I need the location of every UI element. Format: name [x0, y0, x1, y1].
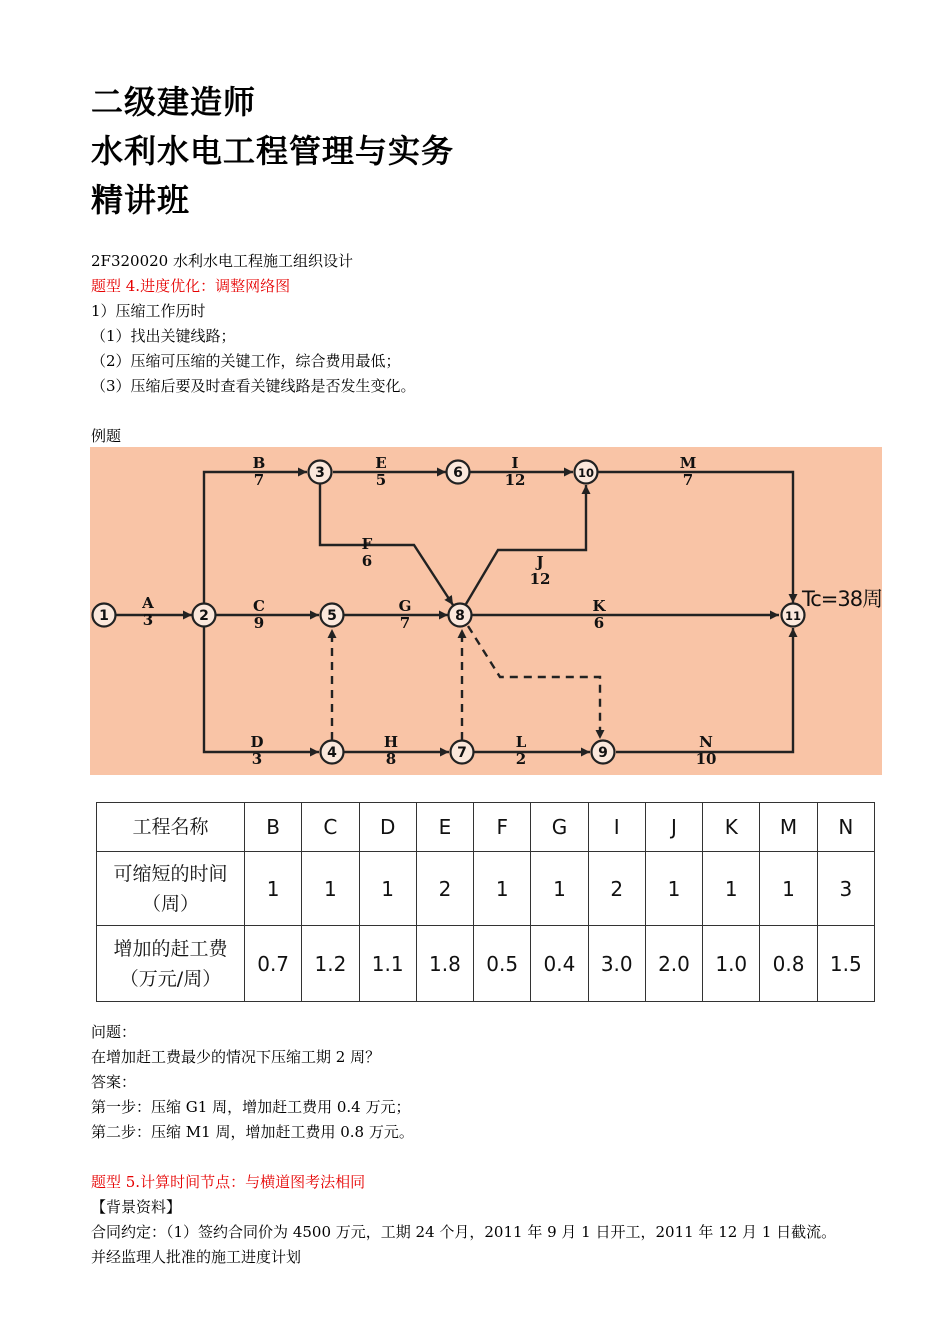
question-text: 在增加赶工费最少的情况下压缩工期 2 周？ [91, 1048, 381, 1066]
table-header-cell: N [817, 803, 874, 852]
row-label-line: 增加的赶工费 [113, 937, 228, 960]
activity-duration-label: 12 [504, 471, 526, 489]
activity-duration-label: 12 [529, 570, 551, 588]
table-header-cell: G [531, 803, 588, 852]
network-node [321, 741, 344, 764]
step-heading: 1）压缩工作历时 [91, 302, 206, 320]
activity-duration-label: 7 [682, 471, 694, 489]
svg-text:2: 2 [199, 608, 209, 624]
table-cell: 1 [531, 852, 588, 926]
activity-name-label: H [383, 733, 399, 751]
answer-label: 答案： [91, 1073, 137, 1091]
table-cell: 1.0 [703, 926, 760, 1002]
step-item-1: （1）找出关键线路； [91, 327, 236, 345]
table-header-cell: K [703, 803, 760, 852]
contract-text: 合同约定：（1）签约合同价为 4500 万元，工期 24 个月，2011 年 9 月 1 日开工，2011 年 12 月 1 日截流。 [91, 1223, 837, 1241]
table-header-cell: F [474, 803, 531, 852]
svg-text:7: 7 [457, 745, 467, 761]
activity-duration-label: 3 [142, 611, 154, 629]
activity-duration-label: 2 [515, 750, 527, 768]
section-code: 2F320020 水利水电工程施工组织设计 [91, 252, 353, 270]
table-row [97, 852, 875, 926]
table-cell: 2.0 [645, 926, 702, 1002]
background-heading: 【背景资料】 [91, 1198, 182, 1216]
table-header-cell: I [588, 803, 645, 852]
cost-table [96, 802, 875, 1002]
title-line-2: 水利水电工程管理与实务 [91, 132, 455, 170]
table-cell: 3 [817, 852, 874, 926]
row-label-line: 可缩短的时间 [113, 862, 228, 885]
svg-text:5: 5 [327, 608, 337, 624]
table-header-cell: B [245, 803, 302, 852]
table-cell: 1 [302, 852, 359, 926]
svg-text:10: 10 [577, 466, 595, 480]
activity-name-label: E [375, 454, 387, 472]
table-cell: 2 [588, 852, 645, 926]
network-node [93, 604, 116, 627]
tc-label: Tc=38周 [802, 587, 882, 611]
network-diagram [90, 447, 882, 775]
question-label: 问题： [91, 1023, 137, 1041]
activity-name-label: A [142, 594, 154, 612]
svg-text:3: 3 [315, 465, 325, 481]
network-node [449, 604, 472, 627]
activity-duration-label: 8 [385, 750, 397, 768]
table-header-cell: J [645, 803, 702, 852]
answer-step-2: 第二步：压缩 M1 周，增加赶工费用 0.8 万元。 [91, 1123, 414, 1141]
edge-j [466, 485, 586, 604]
svg-text:9: 9 [598, 745, 608, 761]
dummy-8-9 [468, 626, 600, 739]
activity-duration-label: 7 [253, 471, 265, 489]
table-row [97, 926, 875, 1002]
activity-name-label: J [536, 553, 544, 571]
activity-duration-label: 5 [375, 471, 387, 489]
topic-5-heading: 题型 5.计算时间节点：与横道图考法相同 [91, 1173, 366, 1191]
svg-text:6: 6 [453, 465, 463, 481]
table-cell: 3.0 [588, 926, 645, 1002]
row-label [97, 852, 245, 926]
activity-duration-label: 6 [593, 614, 605, 632]
table-cell: 1.8 [416, 926, 473, 1002]
table-cell: 1 [245, 852, 302, 926]
table-header-cell: D [359, 803, 416, 852]
network-node [451, 741, 474, 764]
table-header-cell: M [760, 803, 817, 852]
answer-step-1: 第一步：压缩 G1 周，增加赶工费用 0.4 万元； [91, 1098, 411, 1116]
network-node [447, 461, 470, 484]
activity-duration-label: 10 [695, 750, 717, 768]
table-cell: 1 [703, 852, 760, 926]
activity-name-label: G [398, 597, 412, 615]
table-cell: 0.5 [474, 926, 531, 1002]
activity-name-label: K [592, 597, 606, 615]
activity-name-label: N [699, 733, 713, 751]
activity-name-label: I [511, 454, 519, 472]
activity-duration-label: 3 [251, 750, 263, 768]
activity-name-label: D [250, 733, 264, 751]
activity-name-label: B [252, 454, 266, 472]
topic-4-heading: 题型 4.进度优化：调整网络图 [91, 277, 291, 295]
title-line-1: 二级建造师 [91, 83, 257, 121]
table-header-cell: E [416, 803, 473, 852]
row-label-line: （万元/周） [119, 967, 222, 990]
table-cell: 0.4 [531, 926, 588, 1002]
svg-text:1: 1 [99, 608, 109, 624]
network-node [193, 604, 216, 627]
title-line-3: 精讲班 [91, 181, 191, 219]
table-header-cell: 工程名称 [97, 803, 245, 852]
network-node [592, 741, 615, 764]
svg-text:8: 8 [455, 608, 465, 624]
edge-m [598, 472, 793, 603]
plan-text: 并经监理人批准的施工进度计划 [91, 1248, 302, 1266]
svg-text:4: 4 [327, 745, 337, 761]
table-cell: 1.1 [359, 926, 416, 1002]
activity-name-label: L [515, 733, 527, 751]
table-cell: 2 [416, 852, 473, 926]
step-item-3: （3）压缩后要及时查看关键线路是否发生变化。 [91, 377, 416, 395]
table-header-cell: C [302, 803, 359, 852]
table-cell: 1 [645, 852, 702, 926]
activity-duration-label: 6 [361, 552, 373, 570]
document-title [91, 78, 454, 225]
table-cell: 1 [474, 852, 531, 926]
svg-text:11: 11 [784, 609, 802, 623]
edge-b [204, 472, 307, 603]
activity-name-label: C [253, 597, 265, 615]
row-label-line: （周） [141, 892, 199, 915]
network-node [575, 461, 598, 484]
table-cell: 1.5 [817, 926, 874, 1002]
table-cell: 0.7 [245, 926, 302, 1002]
step-item-2: （2）压缩可压缩的关键工作，综合费用最低； [91, 352, 401, 370]
example-label: 例题 [91, 427, 122, 445]
table-cell: 1.2 [302, 926, 359, 1002]
table-cell: 1 [359, 852, 416, 926]
table-cell: 1 [760, 852, 817, 926]
activity-name-label: F [361, 535, 373, 553]
edge-f [320, 484, 453, 605]
network-node [321, 604, 344, 627]
table-header-row [97, 803, 875, 852]
table-cell: 0.8 [760, 926, 817, 1002]
row-label [97, 926, 245, 1002]
activity-duration-label: 7 [399, 614, 411, 632]
network-node [309, 461, 332, 484]
activity-name-label: M [679, 454, 697, 472]
activity-duration-label: 9 [253, 614, 265, 632]
